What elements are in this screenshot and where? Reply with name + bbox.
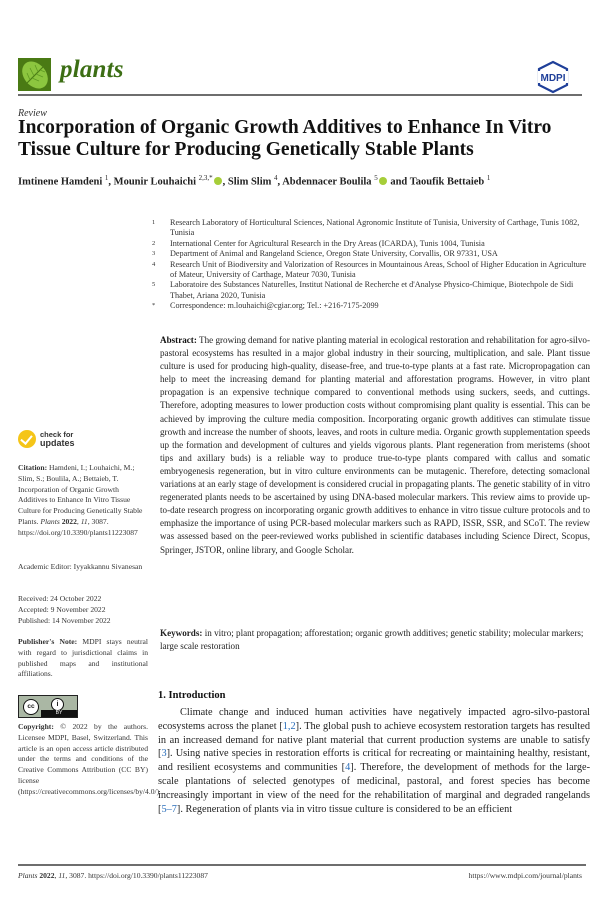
author-affiliation-sup: 2,3,* bbox=[198, 174, 213, 182]
intro-text: ]. Using native species in restoration efforts is critical for recreating or maintaining healthy, resistant, and resilient ecosystems and communities [ bbox=[158, 748, 590, 774]
intro-text: ]. Therefore, the development of methods for the large-scale plantations of selected genotypes of medicinal, pastoral, and forest species has become increasingly important in view of the need for the rehabilitation of marginal and degraded rangelands [ bbox=[158, 762, 591, 815]
mdpi-logo-text: MDPI bbox=[540, 73, 566, 84]
affiliation-text: Department of Animal and Rangeland Science, Oregon State University, Corvallis, OR 97331, USA bbox=[170, 249, 498, 259]
footer-year: 2022 bbox=[39, 871, 55, 880]
check-updates-line1: check for bbox=[40, 429, 74, 439]
citation-link[interactable]: 4 bbox=[345, 762, 351, 774]
author-affiliation-sup: 1 bbox=[104, 174, 109, 182]
check-for-updates-button[interactable] bbox=[18, 428, 138, 450]
published-date: Published: 14 November 2022 bbox=[18, 615, 111, 625]
pubnote-text: MDPI stays neutral with regard to jurisdictional claims in published maps and institutional affiliations. bbox=[18, 637, 148, 679]
affiliation-text: Correspondence: m.louhaichi@cgiar.org; Tel.: +216-7175-2099 bbox=[170, 301, 379, 311]
introduction-paragraph bbox=[158, 706, 590, 816]
affiliation-number: 3 bbox=[152, 250, 156, 258]
by-label: BY bbox=[41, 710, 77, 717]
check-updates-line2: updates bbox=[40, 437, 75, 448]
article-title: Incorporation of Organic Growth Additives to Enhance In Vitro Tissue Culture for Producing Genetically Stable Plants bbox=[18, 117, 552, 160]
author-name[interactable]: Abdennacer Boulila bbox=[282, 176, 372, 188]
mdpi-logo-icon bbox=[533, 60, 573, 94]
citation-year: 2022 bbox=[61, 516, 77, 526]
author-separator: and bbox=[387, 176, 410, 188]
orcid-icon[interactable] bbox=[379, 177, 387, 185]
footer-journal-url-link[interactable]: https://www.mdpi.com/journal/plants bbox=[468, 871, 582, 880]
keywords-label: Keywords: bbox=[160, 628, 203, 638]
author-separator: , bbox=[222, 176, 228, 188]
copyright-label: Copyright: bbox=[18, 722, 54, 731]
citation-doi-link[interactable]: , 3087. https://doi.org/10.3390/plants11223087 bbox=[18, 516, 138, 537]
author-name[interactable]: Imtinene Hamdeni bbox=[18, 176, 103, 188]
intro-text: ]. Regeneration of plants via in vitro tissue culture is considered to be an efficient bbox=[176, 803, 513, 815]
author-name[interactable]: Mounir Louhaichi bbox=[113, 176, 197, 188]
citation-link[interactable]: 3 bbox=[161, 748, 167, 760]
creative-commons-icon: cc bbox=[23, 699, 39, 715]
received-date: Received: 24 October 2022 bbox=[18, 594, 102, 603]
abstract-label: Abstract: bbox=[160, 335, 197, 345]
plants-journal-logo-icon bbox=[18, 58, 51, 91]
affiliation-number: 4 bbox=[152, 260, 156, 268]
publication-dates bbox=[18, 594, 148, 626]
abstract-text: The growing demand for native planting material in ecological restoration and rehabilitation for agro-silvo-pastoral ecosystems has resulted in a major global industry in their sourcing, multiplication, and sale. Plant tissue culture is used for producing high-quality, disease-free, and true-to-type plants at a fast rate. Micropropagation can help to meet the increasing demand for planting material and afforestation programs. However, in vitro plant propagation is an expensive technique compared to conventional methods using suckers, seeds, and cuttings. Therefore, adopting measures to lower production costs without compromising plant quality is essential. This can be achieved by improving the culture media composition. Incorporating organic growth additives can stimulate tissue growth and increase the number of shoots, leaves, and roots in culture media. Organic growth supplementation speeds up the formation and development of cultures and yields vigorous plants. Plant regeneration from meristems (shoot tips and axillary buds) is a reliable way to produce true-to-type plants compared with callus and somatic embryogenesis regeneration, but in vitro culture environments can be mutagenic. Therefore, detecting somaclonal variations at an early stage of development is considered crucial in propagating plants. The genetic stability of in vitro regenerated plants needs to be ascertained by using DNA-based molecular markers. This review aims to provide up-to-date research progress on incorporating organic growth additives to enhance in vitro tissue culture protocols and to emphasize the importance of using PCR-based molecular markers such as RAPD, ISSR, SSR, and SCoT. The review was assessed based on the peer-reviewed works published in scientific databases including Science Direct, Scopus, Springer, JSTOR, online library, and Google Scholar. bbox=[160, 335, 590, 555]
author-affiliation-sup: 5 bbox=[374, 174, 378, 182]
pubnote-label: Publisher's Note: bbox=[18, 637, 78, 646]
citation-text: Hamdeni, I.; Louhaichi, M.; Slim, S.; Boulila, A.; Bettaieb, T. Incorporation of Organic Growth Additives to Enhance In Vitro Tissue Culture for Producing Genetically Stable Plants. bbox=[18, 463, 143, 526]
attribution-person-icon: i bbox=[51, 698, 64, 711]
affiliation-text: International Center for Agricultural Research in the Dry Areas (ICARDA), Tunis 1004, Tunisia bbox=[170, 238, 485, 248]
checkmark-icon bbox=[18, 430, 36, 448]
journal-name: plants bbox=[60, 56, 124, 83]
article-type: Review bbox=[18, 108, 47, 119]
affiliations bbox=[152, 218, 592, 312]
citation-volume: 11 bbox=[80, 516, 88, 526]
affiliation-item bbox=[152, 280, 592, 301]
affiliation-text: Research Laboratory of Horticultural Sciences, National Agronomic Institute of Tunisia, University of Carthage, Tunis 1082, Tunisia bbox=[170, 218, 580, 238]
footer-volume: 11 bbox=[58, 871, 66, 880]
affiliation-number: 5 bbox=[152, 281, 156, 289]
author-affiliation-sup: 4 bbox=[274, 174, 278, 182]
citation-label: Citation: bbox=[18, 463, 48, 472]
publishers-note bbox=[18, 637, 148, 680]
header-rule bbox=[18, 94, 506, 96]
cc-by-license-badge[interactable] bbox=[18, 695, 78, 718]
citation-link[interactable]: 5–7 bbox=[161, 803, 177, 815]
author-list bbox=[18, 174, 593, 188]
footer-doi-link[interactable]: , 3087. https://doi.org/10.3390/plants11223087 bbox=[65, 871, 208, 880]
orcid-icon[interactable] bbox=[214, 177, 222, 185]
footer-rule bbox=[18, 864, 586, 866]
affiliation-text: Laboratoire des Substances Naturelles, Institut National de Recherche et d'Analyse Physico-Chimique, Biotechpole de Sidi Thabet, Ariana 2020, Tunisia bbox=[170, 280, 574, 300]
header-rule-right bbox=[506, 94, 582, 96]
keywords-text: in vitro; plant propagation; afforestation; organic growth additives; genetic stability; molecular markers; large scale restoration bbox=[160, 628, 584, 652]
citation-link[interactable]: 1,2 bbox=[282, 720, 296, 732]
author-name[interactable]: Slim Slim bbox=[227, 176, 272, 188]
copyright bbox=[18, 722, 162, 798]
affiliation-item bbox=[152, 301, 592, 311]
author-affiliation-sup: 1 bbox=[486, 174, 491, 182]
intro-text: ]. The global push to achieve ecosystem restoration targets has resulted in an increased demand for native plant material that current production systems are unable to satisfy [ bbox=[158, 720, 590, 760]
citation-journal: Plants bbox=[40, 516, 60, 526]
affiliation-item bbox=[152, 249, 592, 259]
academic-editor: Academic Editor: Iyyakkannu Sivanesan bbox=[18, 562, 143, 571]
accepted-date: Accepted: 9 November 2022 bbox=[18, 604, 106, 614]
affiliation-number: 1 bbox=[152, 219, 156, 226]
affiliation-number: 2 bbox=[152, 239, 156, 247]
author-name[interactable]: Taoufik Bettaieb bbox=[409, 176, 485, 188]
copyright-text: © 2022 by the authors. Licensee MDPI, Basel, Switzerland. This article is an open access article distributed under the terms and conditions of the Creative Commons Attribution (CC BY) license (https://creativecommons.org/licenses/by/4.0/). bbox=[18, 722, 162, 796]
section-heading-introduction: 1. Introduction bbox=[158, 690, 226, 701]
footer-journal: Plants bbox=[18, 871, 38, 880]
abstract bbox=[160, 334, 590, 557]
keywords bbox=[160, 627, 590, 653]
affiliation-item bbox=[152, 260, 592, 281]
affiliation-item bbox=[152, 239, 592, 249]
affiliation-item bbox=[152, 218, 592, 239]
affiliation-number: * bbox=[152, 302, 156, 310]
check-for-updates-label bbox=[40, 431, 75, 448]
footer-citation: Plants 2022, 11, 3087. https://doi.org/10.3390/plants11223087 bbox=[18, 871, 208, 880]
author-separator: , bbox=[277, 176, 283, 188]
intro-text: Climate change and induced human activities have negatively impacted agro-silvo-pastoral ecosystems across the planet [ bbox=[158, 707, 590, 732]
author-separator: , bbox=[108, 176, 114, 188]
affiliation-text: Research Unit of Biodiversity and Valorization of Resources in Mountainous Areas, School of Higher Education in Agriculture of Mateur, University of Carthage, Mateur 7030, Tunisia bbox=[170, 259, 587, 280]
citation: Citation: Hamdeni, I.; Louhaichi, M.; Slim, S.; Boulila, A.; Bettaieb, T. Incorporation of Organic Growth Additives to Enhance In Vitro Tissue Culture for Producing Genetically Stable Plants. Plants 2022, 11, 3087. https://doi.org/10.3390/plants11223087 bbox=[18, 463, 143, 537]
